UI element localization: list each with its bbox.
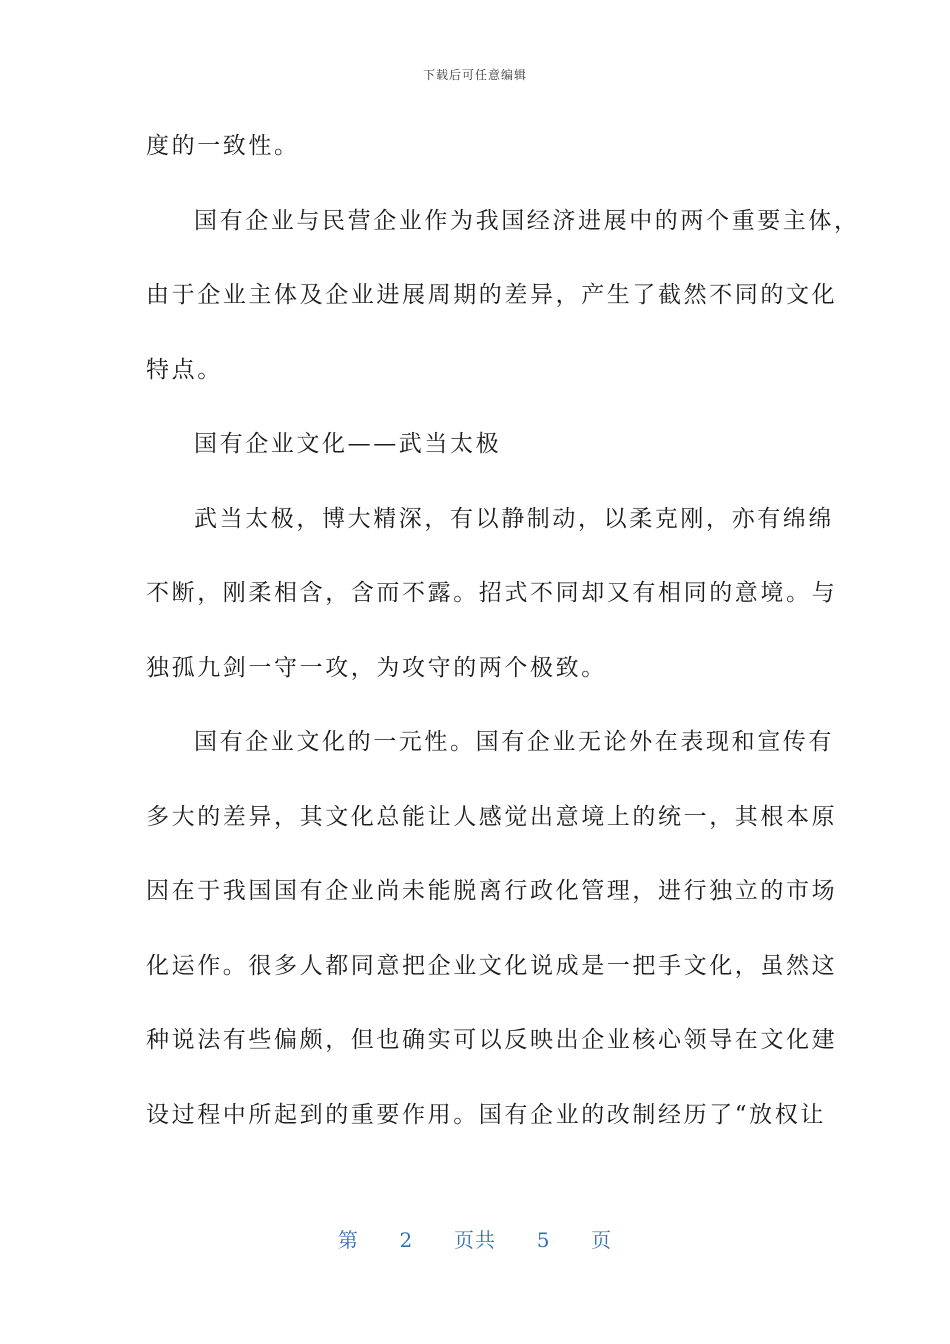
footer-prefix: 第 <box>337 1228 359 1252</box>
section-heading: 国有企业文化——武当太极 <box>194 431 502 457</box>
text-line: 设过程中所起到的重要作用。国有企业的改制经历了“放权让 <box>146 1101 826 1128</box>
text-line: 武当太极，博大精深，有以静制动，以柔克刚，亦有绵绵 <box>194 505 834 532</box>
footer-suffix: 页 <box>591 1228 613 1252</box>
page-header-note: 下载后可任意编辑 <box>422 68 527 82</box>
text-line: 多大的差异，其文化总能让人感觉出意境上的统一，其根本原 <box>146 803 838 830</box>
text-line: 国有企业与民营企业作为我国经济进展中的两个重要主体， <box>194 207 860 234</box>
document-body <box>146 126 860 1169</box>
text-line: 独孤九剑一守一攻，为攻守的两个极致。 <box>146 654 607 681</box>
text-line: 度的一致性。 <box>146 133 300 159</box>
text-line: 由于企业主体及企业进展周期的差异，产生了截然不同的文化 <box>146 282 838 308</box>
text-line: 国有企业文化的一元性。国有企业无论外在表现和宣传有 <box>194 729 834 755</box>
footer-page-number: 2 <box>399 1228 414 1252</box>
footer-total-pages: 5 <box>536 1228 551 1252</box>
text-line: 种说法有些偏颇，但也确实可以反映出企业核心领导在文化建 <box>146 1027 838 1053</box>
text-line: 因在于我国国有企业尚未能脱离行政化管理，进行独立的市场 <box>146 878 838 904</box>
text-line: 化运作。很多人都同意把企业文化说成是一把手文化，虽然这 <box>146 952 838 979</box>
text-line: 特点。 <box>146 356 223 383</box>
footer-middle: 页共 <box>454 1228 496 1252</box>
page-footer <box>0 1224 950 1253</box>
text-line: 不断，刚柔相含，含而不露。招式不同却又有相同的意境。与 <box>146 580 838 606</box>
